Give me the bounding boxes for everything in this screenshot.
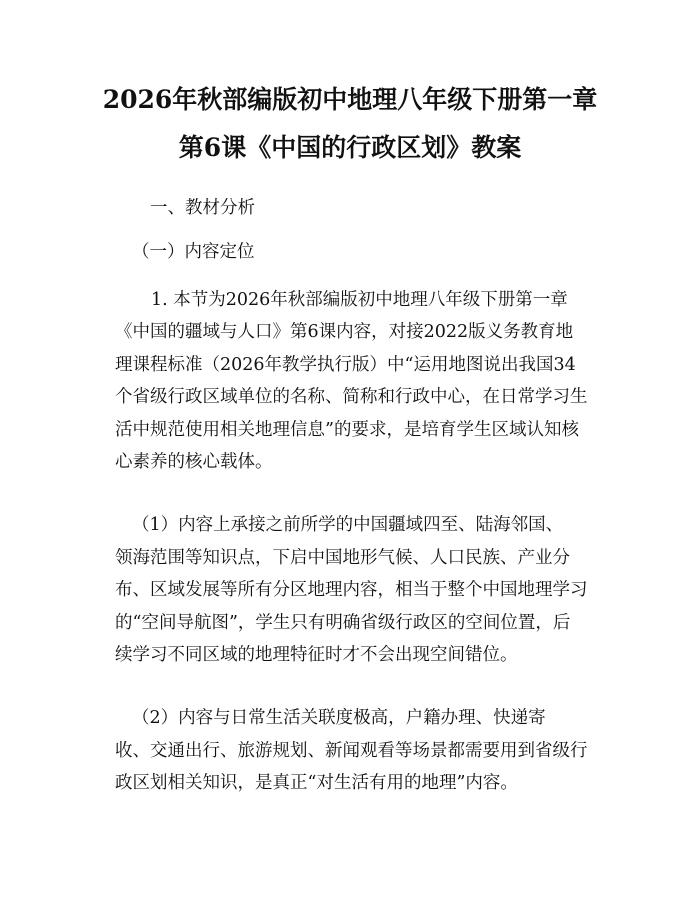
- paragraph-line: 的“空间导航图”，学生只有明确省级行政区的空间位置，后: [115, 613, 571, 633]
- paragraph-line: （2）内容与日常生活关联度极高，户籍办理、快递寄: [132, 708, 546, 728]
- paragraph-line: 1. 本节为2026年秋部编版初中地理八年级下册第一章: [151, 290, 568, 310]
- document-title-line-2: 第6课《中国的行政区划》教案: [178, 133, 522, 162]
- paragraph-line: 活中规范使用相关地理信息”的要求，是培育学生区域认知核: [115, 420, 579, 440]
- paragraph-line: 理课程标准（2026年教学执行版）中“运用地图说出我国34: [115, 355, 576, 375]
- paragraph-line: 续学习不同区域的地理特征时才不会出现空间错位。: [115, 645, 518, 665]
- paragraph-line: 收、交通出行、旅游规划、新闻观看等场景都需要用到省级行: [115, 741, 588, 761]
- paragraph-line: 《中国的疆域与人口》第6课内容，对接2022版义务教育地: [115, 322, 574, 342]
- paragraph-line: 个省级行政区域单位的名称、简称和行政中心，在日常学习生: [115, 387, 588, 407]
- paragraph-line: 布、区域发展等所有分区地理内容，相当于整个中国地理学习: [115, 580, 588, 600]
- paragraph-line: 政区划相关知识，是真正“对生活有用的地理”内容。: [115, 773, 518, 793]
- subsection-heading: （一）内容定位: [132, 242, 255, 262]
- paragraph-line: 领海范围等知识点，下启中国地形气候、人口民族、产业分: [115, 548, 570, 568]
- section-heading: 一、教材分析: [150, 198, 255, 218]
- paragraph-line: 心素养的核心载体。: [115, 452, 273, 472]
- paragraph-line: （1）内容上承接之前所学的中国疆域四至、陆海邻国、: [132, 515, 564, 535]
- document-title-line-1: 2026年秋部编版初中地理八年级下册第一章: [102, 85, 598, 114]
